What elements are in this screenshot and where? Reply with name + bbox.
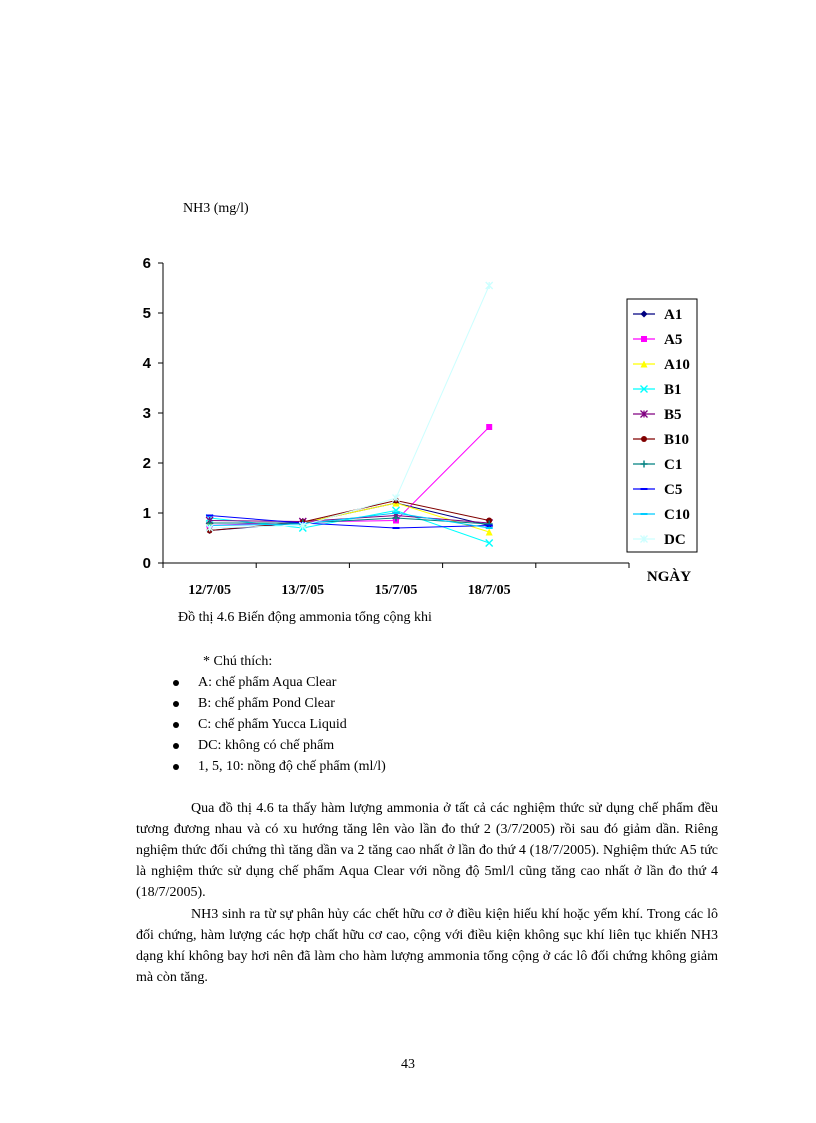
y-tick-label: 4 (142, 355, 151, 372)
y-tick-label: 6 (142, 255, 151, 272)
series-line-a10 (210, 503, 490, 532)
notes-list (170, 672, 386, 777)
legend-marker-b10 (641, 436, 647, 442)
note-item: B: chế phẩm Pond Clear (170, 693, 386, 714)
x-tick-label: 13/7/05 (281, 583, 325, 598)
x-tick-label: 12/7/05 (188, 583, 231, 598)
legend-label-a1: A1 (664, 307, 683, 323)
legend-label-c10: C10 (664, 507, 690, 523)
legend-label-c5: C5 (664, 482, 683, 498)
y-tick-label: 0 (142, 555, 151, 572)
legend-marker-a5 (641, 336, 647, 342)
page-number: 43 (401, 1057, 415, 1072)
note-item: C: chế phẩm Yucca Liquid (170, 714, 386, 735)
notes-title: * Chú thích: (203, 654, 273, 669)
x-axis-label: NGÀY (646, 569, 692, 585)
legend-label-a5: A5 (664, 332, 683, 348)
paragraph: NH3 sinh ra từ sự phân hủy các chết hữu cơ ở điều kiện hiếu khí hoặc yếm khí. Trong các lô đối chứng, hàm lượng các hợp chất hữu cơ cao, cộng với điều kiện không sục khí liên tục khiến NH3 dạng khí không bay hơi nên đã làm cho hàm lượng ammonia tổng cộng ở các lô đối chứng không giảm mà còn tăng. (136, 907, 718, 985)
note-item: A: chế phẩm Aqua Clear (170, 672, 386, 693)
legend-label-b1: B1 (664, 382, 682, 398)
data-point-a5 (486, 424, 492, 430)
series-line-dc (210, 286, 490, 529)
y-tick-label: 3 (142, 405, 151, 422)
chart-y-axis-label: NH3 (mg/l) (183, 201, 249, 216)
note-item: DC: không có chế phẩm (170, 735, 386, 756)
data-point-b1 (486, 540, 493, 547)
y-tick-label: 5 (142, 305, 151, 322)
data-point-dc (393, 495, 400, 502)
note-item: 1, 5, 10: nồng độ chế phẩm (ml/l) (170, 756, 386, 777)
legend-label-dc: DC (664, 532, 686, 548)
legend-label-b10: B10 (664, 432, 690, 448)
y-tick-label: 1 (142, 505, 151, 522)
y-tick-label: 2 (142, 455, 151, 472)
series-line-a5 (210, 427, 490, 526)
figure-caption: Đồ thị 4.6 Biến động ammonia tổng cộng khi (178, 610, 432, 625)
legend-label-b5: B5 (664, 407, 682, 423)
x-tick-label: 18/7/05 (467, 583, 511, 598)
x-tick-label: 15/7/05 (374, 583, 418, 598)
legend-label-a10: A10 (664, 357, 690, 373)
legend-label-c1: C1 (664, 457, 683, 473)
data-point-a10 (486, 529, 493, 536)
data-point-dc (486, 282, 493, 289)
paragraph: Qua đồ thị 4.6 ta thấy hàm lượng ammonia ở tất cả các nghiệm thức sử dụng chế phẩm đều tương đương nhau và có xu hướng tăng lên vào lần đo thứ 2 (3/7/2005) rồi sau đó giảm dần. Riêng nghiệm thức đối chứng thì tăng dần va 2 tăng cao nhất ở lần đo thứ 4 (18/7/2005). Nghiệm thức A5 tức là nghiệm thức sử dụng chế phẩm Aqua Clear với nồng độ 5ml/l cũng tăng cao nhất ở lần đo thứ 4 (18/7/2005). (136, 801, 718, 900)
